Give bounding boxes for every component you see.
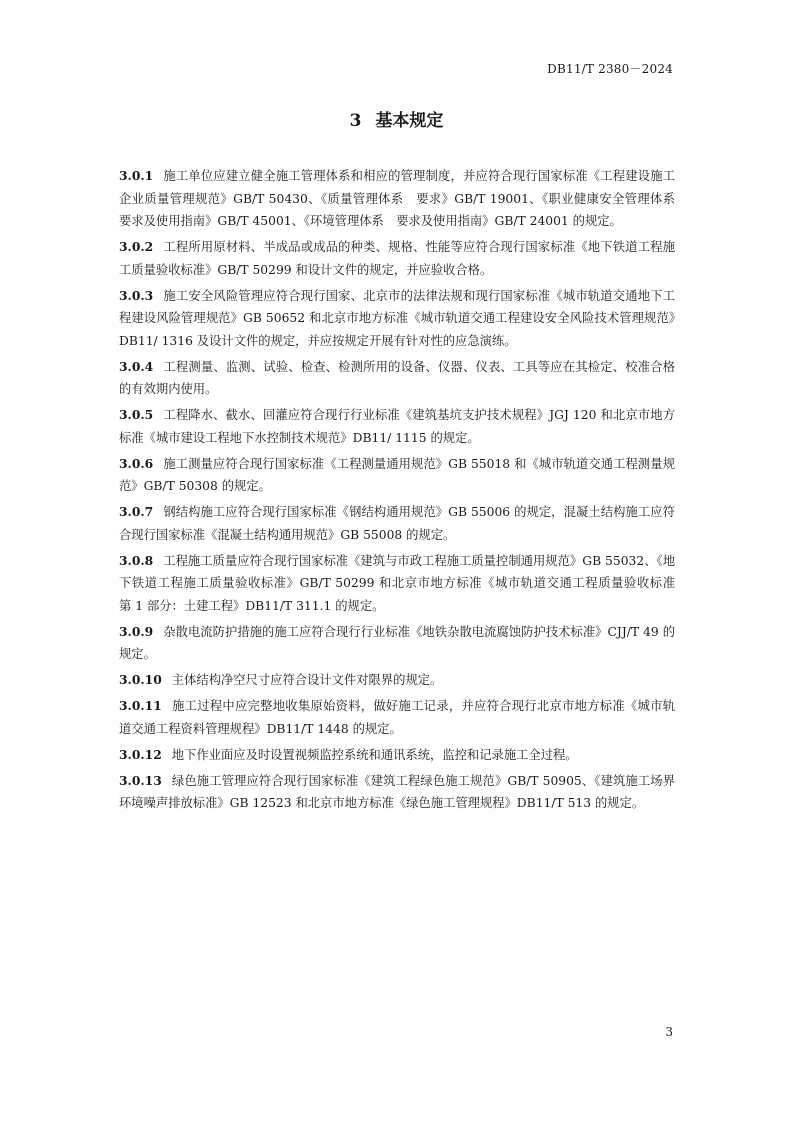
clause-3-0-13 xyxy=(119,770,675,815)
section-title: 基本规定 xyxy=(375,111,444,131)
clause-text: 施工测量应符合现行国家标准《工程测量通用规范》GB 55018 和《城市轨道交通工程测量规范》GB/T 50308 的规定。 xyxy=(119,456,675,493)
clause-number: 3.0.10 xyxy=(119,672,162,687)
clause-number: 3.0.12 xyxy=(119,746,162,762)
clause-text: 绿色施工管理应符合现行国家标准《建筑工程绿色施工规范》GB/T 50905、《建筑施工场界环境噪声排放标准》GB 12523 和北京市地方标准《绿色施工管理规程》DB11/T 513 的规定。 xyxy=(119,773,675,810)
clause-3-0-6 xyxy=(119,453,675,498)
clause-list xyxy=(119,165,688,818)
section-heading xyxy=(0,106,793,131)
clause-number: 3.0.5 xyxy=(119,407,154,422)
clause-number: 3.0.8 xyxy=(119,552,154,568)
clause-text: 施工安全风险管理应符合现行国家、北京市的法律法规和现行国家标准《城市轨道交通地下工程建设风险管理规范》GB 50652 和北京市地方标准《城市轨道交通工程建设安全风险技术管理规范》DB11/ 1316 及设计文件的规定，并应按规定开展有针对性的应急演练。 xyxy=(119,288,675,348)
clause-3-0-11 xyxy=(119,695,675,740)
clause-3-0-7 xyxy=(119,501,675,546)
clause-number: 3.0.11 xyxy=(119,698,162,713)
clause-number: 3.0.13 xyxy=(119,772,162,788)
page-number: 3 xyxy=(665,1025,673,1039)
clause-number: 3.0.4 xyxy=(119,358,154,374)
clause-3-0-1 xyxy=(119,165,688,233)
clause-text: 钢结构施工应符合现行国家标准《钢结构通用规范》GB 55006 的规定，混凝土结构施工应符合现行国家标准《混凝土结构通用规范》GB 55008 的规定。 xyxy=(119,505,675,542)
clause-text: 施工单位应建立健全施工管理体系和相应的管理制度，并应符合现行国家标准《工程建设施工企业质量管理规范》GB/T 50430、《质量管理体系 要求》GB/T 19001、《职业健康安全管理体系 要求及使用指南》GB/T 45001、《环境管理体系 要求及使用指南》GB/T 24001 的规定。 xyxy=(119,169,688,228)
clause-text: 工程施工质量应符合现行国家标准《建筑与市政工程施工质量控制通用规范》GB 55032、《地下铁道工程施工质量验收标准》GB/T 50299 和北京市地方标准《城市轨道交通工程质量验收标准 第 1 部分：土建工程》DB11/T 311.1 的规定。 xyxy=(119,553,688,613)
clause-3-0-5 xyxy=(119,404,675,449)
clause-3-0-12 xyxy=(119,744,675,767)
clause-3-0-4 xyxy=(119,356,675,401)
clause-3-0-10 xyxy=(119,669,675,692)
clause-text: 地下作业面应及时设置视频监控系统和通讯系统，监控和记录施工全过程。 xyxy=(171,747,578,762)
clause-3-0-3 xyxy=(119,285,675,353)
clause-number: 3.0.7 xyxy=(119,504,154,519)
clause-number: 3.0.6 xyxy=(119,455,154,471)
clause-number: 3.0.3 xyxy=(119,287,154,303)
clause-text: 主体结构净空尺寸应符合设计文件对限界的规定。 xyxy=(171,673,443,687)
clause-3-0-8 xyxy=(119,550,688,618)
clause-text: 施工过程中应完整地收集原始资料，做好施工记录，并应符合现行北京市地方标准《城市轨道交通工程资料管理规程》DB11/T 1448 的规定。 xyxy=(119,699,675,736)
clause-text: 工程降水、截水、回灌应符合现行行业标准《建筑基坑支护技术规程》JGJ 120 和北京市地方标准《城市建设工程地下水控制技术规范》DB11/ 1115 的规定。 xyxy=(119,408,675,445)
clause-number: 3.0.2 xyxy=(119,239,154,254)
clause-3-0-2 xyxy=(119,236,675,281)
clause-number: 3.0.1 xyxy=(119,168,154,183)
document-code: DB11/T 2380－2024 xyxy=(547,62,673,76)
clause-text: 工程所用原材料、半成品或成品的种类、规格、性能等应符合现行国家标准《地下铁道工程施工质量验收标准》GB/T 50299 和设计文件的规定，并应验收合格。 xyxy=(119,240,675,277)
clause-number: 3.0.9 xyxy=(119,623,154,639)
clause-text: 工程测量、监测、试验、检查、检测所用的设备、仪器、仪表、工具等应在其检定、校准合格的有效期内使用。 xyxy=(119,359,675,396)
section-number: 3 xyxy=(349,111,362,131)
clause-3-0-9 xyxy=(119,621,675,666)
clause-text: 杂散电流防护措施的施工应符合现行行业标准《地铁杂散电流腐蚀防护技术标准》CJJ/T 49 的规定。 xyxy=(119,624,675,661)
